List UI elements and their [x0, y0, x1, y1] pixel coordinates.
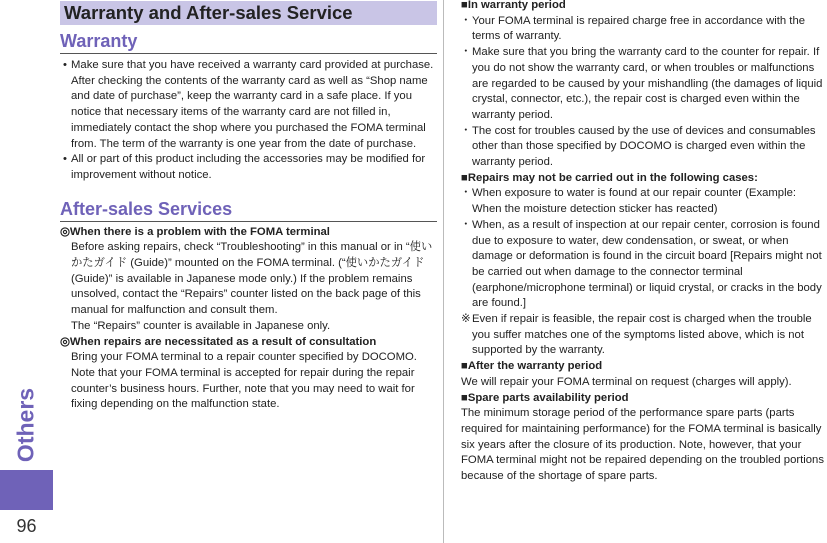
after-sales-heading: After-sales Services	[60, 198, 437, 222]
in-warranty-item-2-text: Make sure that you bring the warranty card to the counter for repair. If you do not show the warranty card, or when troubles or malfunctions are regarded to be caused by your mishandling (the damages of liquid crystal, connector, etc.), the repair cost is charged even within the warranty period.	[472, 46, 823, 121]
not-repaired-heading: ■Repairs may not be carried out in the following cases:	[461, 171, 758, 184]
page-title: Warranty and After-sales Service	[64, 2, 353, 23]
warranty-bullet-2: • All or part of this product including the accessories may be modified for improvement without notice.	[60, 152, 437, 183]
sidebar-label: Others	[12, 387, 39, 463]
sidebar-color-block	[0, 470, 53, 510]
right-column	[461, 0, 827, 485]
not-repaired-item-2-text: When, as a result of inspection at our repair center, corrosion is found due to exposure to water, dew condensation, or sweat, or when damage or deformation is found in the circuit board [Repairs might not be carried out when damage to the connector terminal (earphone/microphone terminal) or liquid crystal, or cracks in the body are found.]	[472, 218, 822, 310]
title-bar	[60, 1, 437, 25]
spare-parts-text: The minimum storage period of the performance spare parts (parts required for maintaining performance) for the FOMA terminal is basically six years after the closure of its production. Note, however, that your FOMA terminal might not be repaired depending on the troubled portions because of the shortage of spare parts.	[461, 407, 824, 483]
page-number: 96	[16, 516, 37, 536]
spare-parts-heading: ■Spare parts availability period	[461, 391, 629, 404]
consult-text: Bring your FOMA terminal to a repair counter specified by DOCOMO. Note that your FOMA terminal is accepted for repair during the repair counter’s business hours. Further, note that you may need to wait for fixing depending on the malfunction state.	[71, 351, 417, 411]
column-divider	[443, 0, 444, 543]
warranty-bullet-1: • Make sure that you have received a warranty card provided at purchase. After checking the contents of the warranty card as well as “Shop name and date of purchase”, keep the warranty card in a safe place. If you notice that necessary items of the warranty card are not filled in, immediately contact the shop where you purchased the FOMA terminal from. The term of the warranty is one year from the date of purchase.	[60, 58, 437, 152]
item-marker: ･	[463, 187, 469, 200]
sidebar-label-area	[0, 380, 53, 470]
sidebar	[0, 0, 53, 543]
item-marker: ･	[463, 218, 469, 231]
in-warranty-item-2	[461, 45, 827, 124]
not-repaired-item-1	[461, 186, 827, 217]
after-sales-body	[60, 225, 437, 413]
repair-note	[461, 312, 827, 359]
problem-heading: ◎When there is a problem with the FOMA terminal	[60, 225, 330, 238]
warranty-body	[60, 58, 437, 184]
item-marker: ･	[463, 124, 469, 137]
item-marker: ･	[463, 14, 469, 27]
not-repaired-item-1-text: When exposure to water is found at our repair counter (Example: When the moisture detection sticker has reacted)	[472, 187, 797, 216]
in-warranty-heading: ■In warranty period	[461, 0, 566, 11]
consult-heading: ◎When repairs are necessitated as a result of consultation	[60, 335, 377, 348]
in-warranty-item-1	[461, 14, 827, 45]
after-warranty-text: We will repair your FOMA terminal on request (charges will apply).	[461, 375, 792, 388]
in-warranty-item-3-text: The cost for troubles caused by the use of devices and consumables other than those specified by DOCOMO is charged even within the warranty period.	[472, 124, 816, 169]
left-column	[60, 0, 437, 413]
problem-text: Before asking repairs, check “Troubleshooting” in this manual or in “使いかたガイド (Guide)” mounted on the FOMA terminal. (“使いかたガイド (Guide)” is available in Japanese mode only.) If the problem remains unsolved, contact the “Repairs” counter listed on the back page of this manual for malfunction and consult them.	[71, 241, 433, 317]
repair-note-text: Even if repair is feasible, the repair cost is charged when the trouble you suffer matches one of the symptoms listed above, which is not supported by the warranty.	[472, 313, 812, 357]
in-warranty-item-1-text: Your FOMA terminal is repaired charge free in accordance with the terms of warranty.	[472, 14, 806, 43]
not-repaired-item-2	[461, 218, 827, 312]
in-warranty-item-3	[461, 124, 827, 171]
item-marker: ･	[463, 46, 469, 59]
problem-note: The “Repairs” counter is available in Japanese only.	[71, 319, 331, 332]
warranty-heading: Warranty	[60, 30, 437, 54]
note-mark: ※	[461, 313, 471, 326]
after-warranty-heading: ■After the warranty period	[461, 360, 603, 373]
right-body	[461, 0, 827, 485]
